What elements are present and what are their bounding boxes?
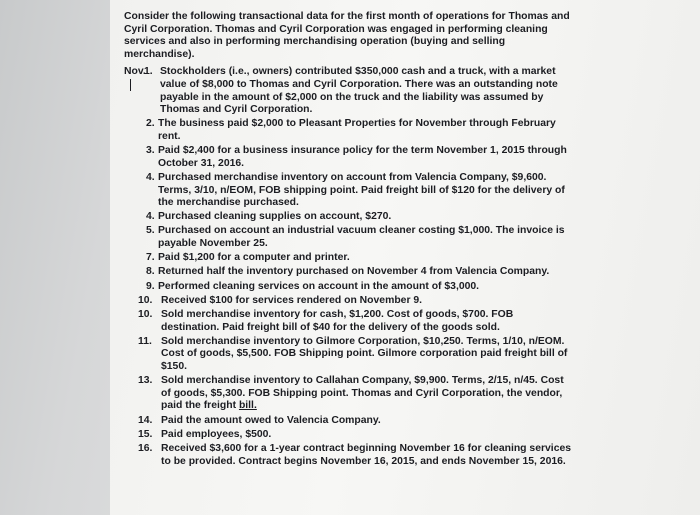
transaction-item — [124, 252, 574, 265]
item-number: 13. — [138, 375, 153, 387]
item-number: 5. — [146, 225, 155, 237]
transaction-item — [124, 225, 574, 250]
item-text: Received $3,600 for a 1-year contract beginning November 16 for cleaning services to be provided. Contract begins November 16, 2015, and ends November 15, 2016. — [161, 442, 572, 467]
item-text: Stockholders (i.e., owners) contributed $350,000 cash and a truck, with a market value of $8,000 to Thomas and Cyril Corporation. There was an outstanding note payable in the amount of $2,000 on the truck and the liability was assumed by Thomas and Cyril Corporation. — [160, 66, 558, 116]
item-text: Paid the amount owed to Valencia Company. — [161, 414, 381, 426]
item-number: 10. — [138, 309, 153, 320]
item-number: 2. — [146, 118, 155, 130]
item-text: Purchased merchandise inventory on account from Valencia Company, $9,600. Terms, 3/10, n/EOM, FOB shipping point. Paid freight bill of $120 for the delivery of the merchandise purchased. — [158, 171, 565, 209]
item-text: Sold merchandise inventory for cash, $1,200. Cost of goods, $700. FOB destination. Paid freight bill of $40 for the delivery of the goods sold. — [161, 309, 514, 333]
transaction-item — [124, 429, 574, 442]
item-number: 16. — [138, 442, 153, 454]
item-text: Purchased cleaning supplies on account, $270. — [158, 211, 392, 223]
item-text: Received $100 for services rendered on November 9. — [161, 294, 423, 306]
transaction-item — [124, 172, 574, 210]
text-cursor — [130, 79, 131, 91]
item-number: 4. — [146, 171, 155, 183]
month-label: Nov. — [124, 66, 146, 78]
transaction-item — [124, 415, 574, 428]
item-number: 10. — [138, 294, 153, 306]
transaction-item — [124, 266, 574, 279]
transaction-item — [124, 118, 574, 143]
transaction-item — [124, 145, 574, 170]
item-text-tail: bill. — [238, 400, 257, 412]
transaction-item — [124, 336, 574, 374]
item-number: 11. — [138, 335, 152, 347]
transaction-item — [124, 66, 574, 116]
item-number: 4. — [146, 211, 155, 223]
item-text: Paid employees, $500. — [161, 428, 272, 440]
item-text: Sold merchandise inventory to Gilmore Corporation, $10,250. Terms, 1/10, n/EOM. Cost of goods, $5,500. FOB Shipping point. Gilmore corporation paid freight bill of $150. — [161, 335, 568, 372]
intro-paragraph: Consider the following transactional data for the first month of operations for Thomas and Cyril Corporation. Thomas and Cyril Corporation was engaged in performing cleaning services and also in performing merchandising operation (buying and selling merchandise). — [124, 11, 570, 60]
item-text: Purchased on account an industrial vacuum cleaner costing $1,000. The invoice is payable November 25. — [158, 225, 565, 250]
item-text: Paid $2,400 for a business insurance policy for the term November 1, 2015 through October 31, 2016. — [158, 145, 567, 169]
problem-text — [124, 11, 574, 470]
item-text: Sold merchandise inventory to Callahan Company, $9,900. Terms, 2/15, n/45. Cost of goods, $5,300. FOB Shipping point. Thomas and Cyril Corporation, the vendor, paid the freight — [161, 375, 564, 412]
transaction-item — [124, 443, 574, 468]
item-text: The business paid $2,000 to Pleasant Properties for November through February rent. — [158, 118, 556, 142]
transaction-list — [124, 66, 574, 468]
transaction-item — [124, 295, 574, 308]
transaction-item — [124, 281, 574, 294]
item-number: 3. — [146, 145, 155, 157]
transaction-item — [124, 309, 574, 334]
item-text: Returned half the inventory purchased on November 4 from Valencia Company. — [158, 266, 550, 278]
item-number: 1. — [144, 66, 153, 78]
item-text: Paid $1,200 for a computer and printer. — [158, 252, 350, 264]
item-number: 9. — [146, 280, 155, 292]
transaction-item — [124, 375, 574, 413]
transaction-item — [124, 211, 574, 224]
item-text: Performed cleaning services on account in the amount of $3,000. — [158, 280, 480, 292]
item-number: 7. — [146, 252, 155, 264]
item-number: 14. — [138, 414, 153, 426]
item-number: 8. — [146, 266, 155, 278]
item-number: 15. — [138, 428, 153, 440]
